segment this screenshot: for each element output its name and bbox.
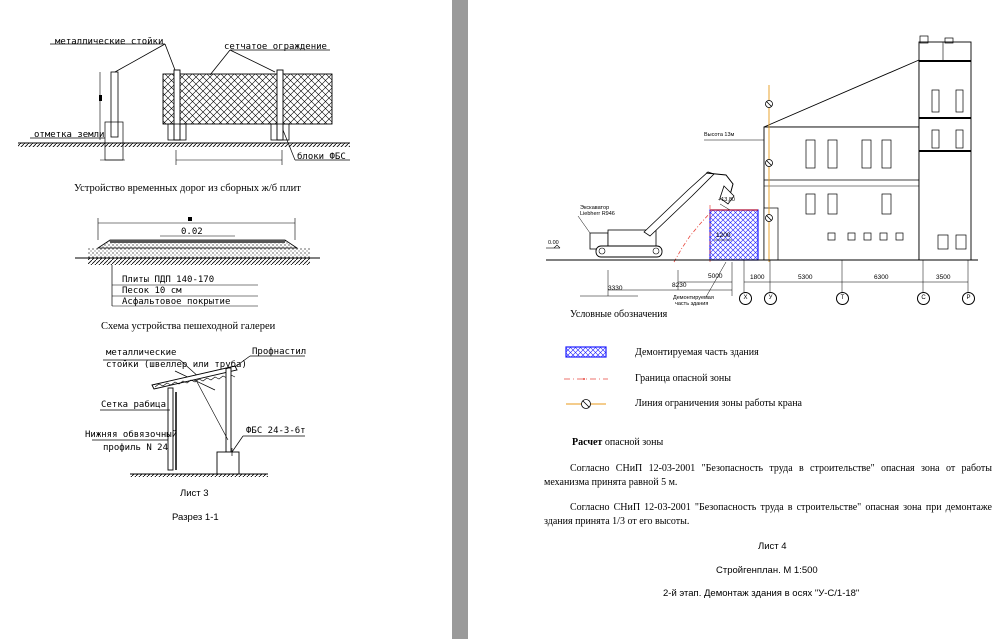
gallery-binding-label-1: Нижняя обвязочный — [85, 430, 178, 440]
left-drawings — [0, 0, 452, 639]
dim-5300: 5300 — [798, 274, 813, 281]
plan-scale-label: Стройгенплан. М 1:500 — [716, 565, 818, 576]
road-title: Устройство временных дорог из сборных ж/б плит — [74, 183, 301, 194]
ground-elevation: 0.00 — [548, 240, 559, 246]
gallery-posts-label-2: стойки (швеллер или труба) — [106, 360, 247, 370]
left-page — [0, 0, 452, 639]
dim-1800: 1800 — [750, 274, 765, 281]
gallery-posts-label-1: металлические — [106, 348, 177, 358]
gallery-sheet-label: Профнастил — [252, 347, 307, 357]
gallery-net-label: Сетка рабица — [101, 400, 167, 410]
ground-mark-label: отметка земли — [34, 130, 105, 140]
elevation-mark: +13,80 — [718, 197, 735, 203]
section-label: Разрез 1-1 — [172, 512, 219, 523]
demolition-drawing — [468, 0, 998, 639]
road-slope: 0.02 — [181, 227, 203, 237]
gallery-binding-label-2: профиль N 24 — [103, 443, 169, 453]
building — [764, 36, 971, 260]
dim-3500: 3500 — [936, 274, 951, 281]
excavator-label-2: Liebherr R946 — [580, 211, 615, 217]
legend-item-demolished: Демонтируемая часть здания — [635, 347, 759, 358]
right-page — [468, 0, 998, 639]
axis-x-bubble: Х — [739, 292, 752, 305]
zone-label-2: часть здания — [675, 301, 709, 307]
calc-title-bold: Расчет — [572, 437, 603, 448]
legend-item-danger-zone: Граница опасной зоны — [635, 373, 731, 384]
calc-paragraph-1: Согласно СНиП 12-03-2001 "Безопасность труда в строительстве" опасная зона от работы механизма принята равной 5 м. — [544, 463, 992, 488]
sheet-3-label: Лист 3 — [180, 488, 209, 499]
stage-label: 2-й этап. Демонтаж здания в осях "У-С/1-18" — [663, 588, 860, 599]
gallery-block-label: ФБС 24-3-6т — [246, 426, 306, 436]
sheet-4-label: Лист 4 — [758, 541, 787, 552]
calc-title — [572, 436, 992, 450]
gallery-title: Схема устройства пешеходной галереи — [101, 321, 276, 332]
road-layer-1: Плиты ПДП 140-170 — [122, 275, 215, 285]
dim-1200: 1200 — [716, 232, 731, 239]
road-layer-2: Песок 10 см — [122, 286, 182, 296]
danger-zone-line — [674, 205, 710, 262]
calc-paragraph-2: Согласно СНиП 12-03-2001 "Безопасность труда в строительстве" опасная зона при демонтаже здания принята 1/3 от его высоты. — [544, 502, 992, 527]
fence-posts-label: металлические стойки — [55, 37, 164, 47]
fence-drawing — [18, 44, 350, 165]
page-divider — [452, 0, 468, 639]
dim-5000: 5000 — [708, 273, 723, 280]
axis-t-bubble: Т — [836, 292, 849, 305]
calc-title-rest: опасной зоны — [602, 437, 664, 448]
fence-mesh-label: сетчатое ограждение — [224, 42, 327, 52]
dim-6300: 6300 — [874, 274, 889, 281]
building-height-label: Высота 13м — [704, 132, 735, 138]
axis-r-bubble: Р — [962, 292, 975, 305]
excavator-label-1: Экскаватор — [580, 205, 610, 211]
dim-3330: 3330 — [608, 285, 623, 292]
legend-title: Условные обозначения — [570, 309, 668, 320]
fbs-blocks-label: блоки ФБС — [297, 152, 346, 162]
axis-u-bubble: У — [764, 292, 777, 305]
zone-label-1: Демонтируемая — [673, 295, 714, 301]
axis-s-bubble: С — [917, 292, 930, 305]
gallery-drawing — [92, 356, 305, 477]
dim-8230: 8230 — [672, 282, 687, 289]
legend-symbols — [564, 347, 608, 409]
road-layer-3: Асфальтовое покрытие — [122, 297, 231, 307]
legend-item-crane-limit: Линия ограничения зоны работы крана — [635, 398, 802, 409]
